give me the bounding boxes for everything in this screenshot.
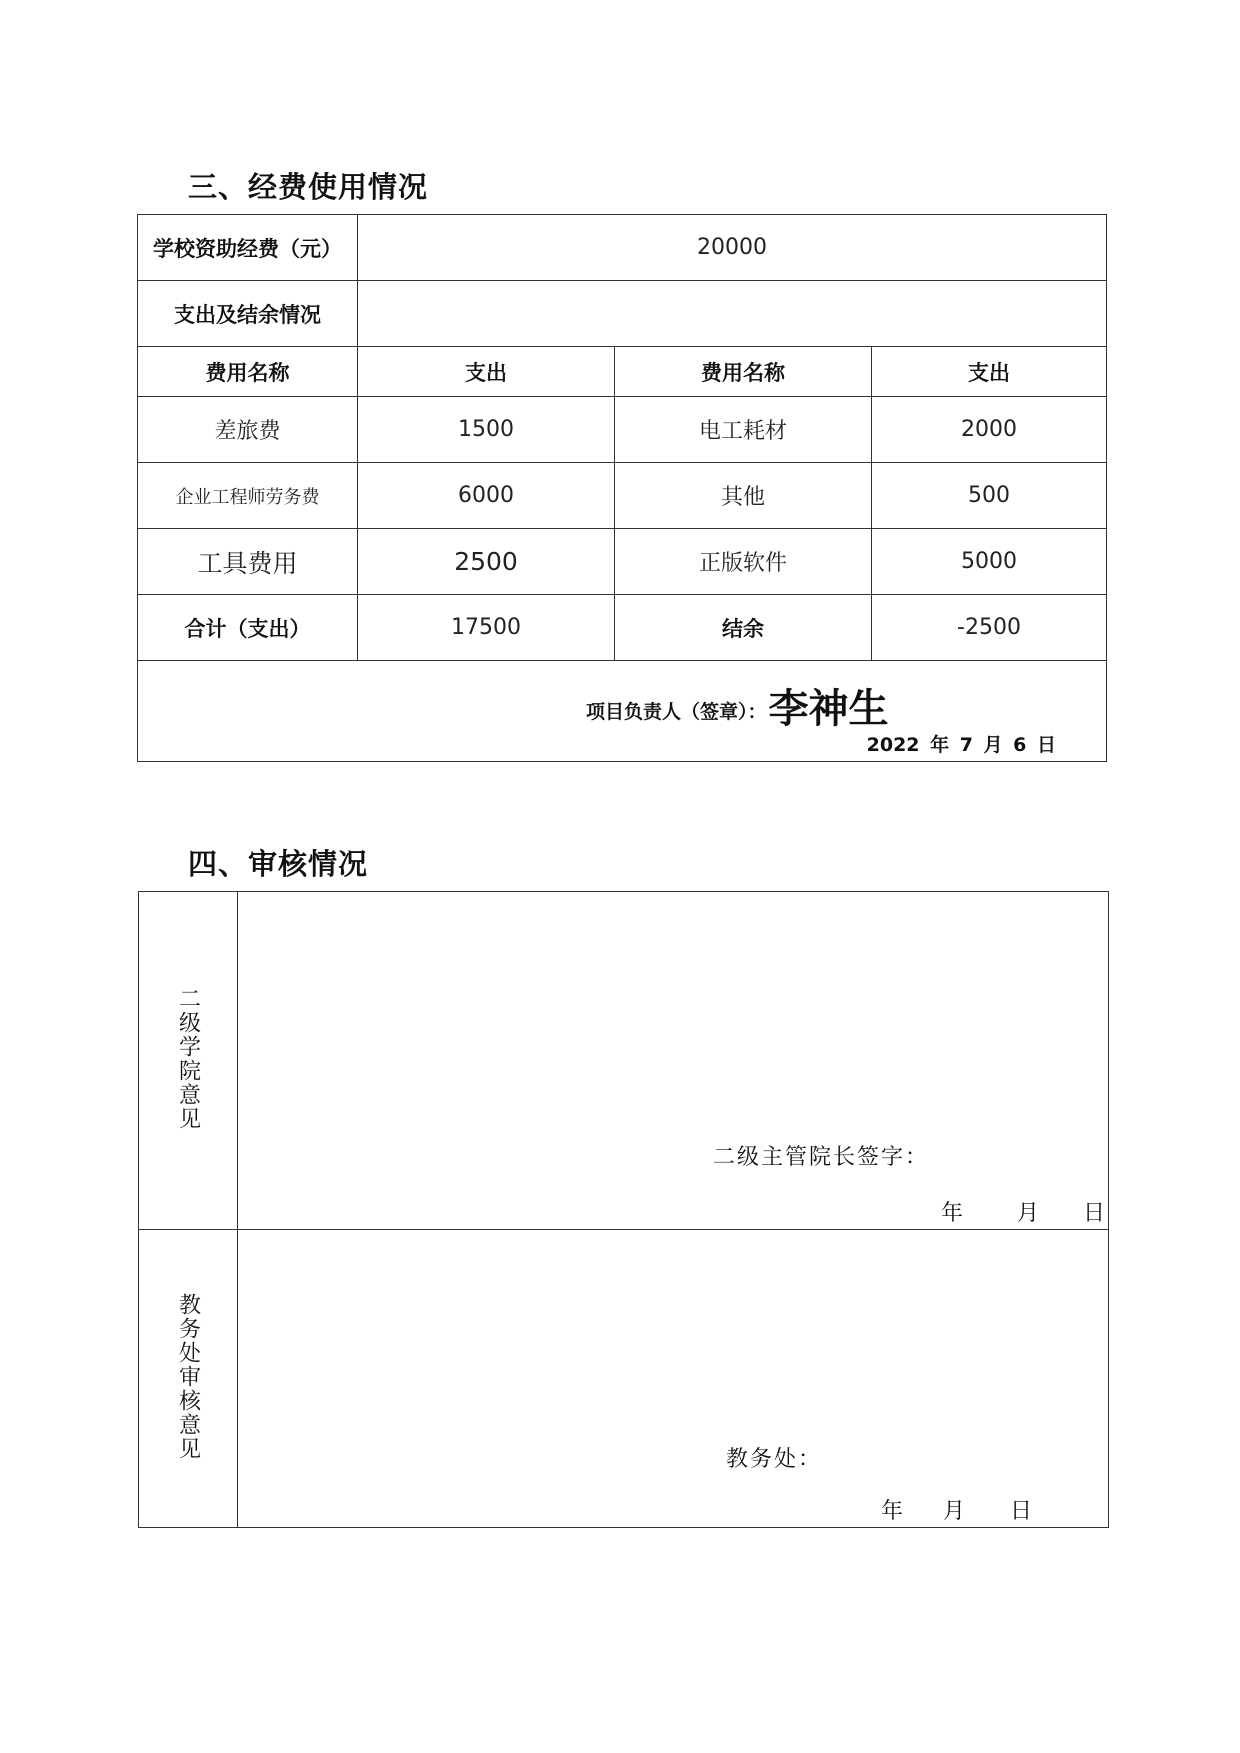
expense-amount-cell: 2500 [358, 529, 615, 595]
expense-name-cell: 正版软件 [615, 529, 872, 595]
table-row [138, 463, 1107, 529]
expense-name-cell: 工具费用 [138, 529, 358, 595]
expense-name-cell: 电工耗材 [615, 397, 872, 463]
column-header-name-2: 费用名称 [615, 347, 872, 397]
expense-amount-cell: 2000 [872, 397, 1107, 463]
expense-name-cell: 其他 [615, 463, 872, 529]
office-opinion-label: 教务处审核意见 [175, 1292, 201, 1461]
college-opinion-label-cell [139, 892, 238, 1230]
signature-cell [138, 661, 1107, 762]
column-header-spend-1: 支出 [358, 347, 615, 397]
office-opinion-area [238, 1230, 1109, 1528]
expense-status-label: 支出及结余情况 [138, 281, 358, 347]
college-opinion-label: 二级学院意见 [175, 986, 201, 1131]
signature-line [586, 677, 889, 734]
balance-value: -2500 [872, 595, 1107, 661]
expense-table [137, 214, 1107, 762]
college-date-month: 月 [1017, 1201, 1042, 1226]
column-header-spend-2: 支出 [872, 347, 1107, 397]
signature-date: 2022 年 7 月 6 日 [866, 734, 1057, 756]
college-date-year: 年 [941, 1201, 966, 1226]
funding-label: 学校资助经费（元） [138, 215, 358, 281]
office-opinion-label-cell [139, 1230, 238, 1528]
section-four-heading: 四、审核情况 [188, 847, 369, 881]
review-table [138, 891, 1109, 1528]
total-value: 17500 [358, 595, 615, 661]
signature-name: 李神生 [768, 686, 889, 732]
table-row [138, 529, 1107, 595]
expense-amount-cell: 5000 [872, 529, 1107, 595]
expense-status-value [358, 281, 1107, 347]
signature-label: 项目负责人（签章）： [586, 701, 767, 723]
funding-value: 20000 [358, 215, 1107, 281]
expense-name-cell: 企业工程师劳务费 [138, 463, 358, 529]
table-row [138, 397, 1107, 463]
office-sign-label: 教务处： [726, 1447, 823, 1472]
expense-amount-cell: 500 [872, 463, 1107, 529]
column-header-name-1: 费用名称 [138, 347, 358, 397]
section-three-heading: 三、经费使用情况 [188, 170, 429, 204]
college-sign-label: 二级主管院长签字： [713, 1145, 930, 1170]
total-label: 合计（支出） [138, 595, 358, 661]
office-date-year: 年 [881, 1499, 906, 1524]
expense-amount-cell: 1500 [358, 397, 615, 463]
office-date-day: 日 [1010, 1499, 1035, 1524]
expense-name-cell: 差旅费 [138, 397, 358, 463]
balance-label: 结余 [615, 595, 872, 661]
college-date-day: 日 [1083, 1201, 1108, 1226]
college-opinion-area [238, 892, 1109, 1230]
expense-amount-cell: 6000 [358, 463, 615, 529]
office-date-month: 月 [943, 1499, 968, 1524]
